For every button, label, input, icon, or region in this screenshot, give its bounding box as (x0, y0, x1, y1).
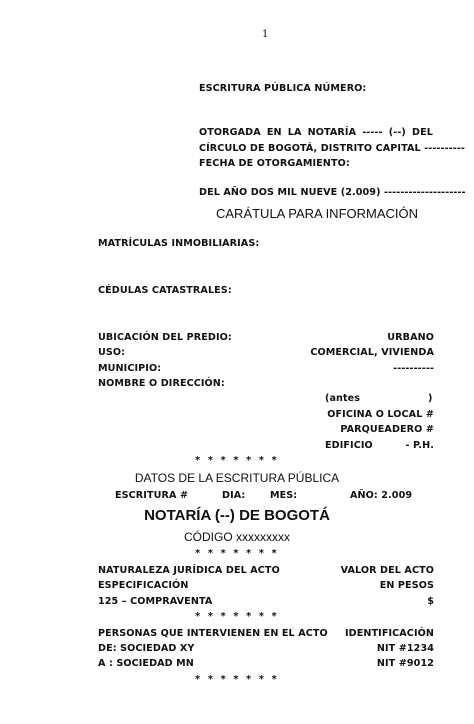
parqueadero-label: PARQUEADERO # (340, 424, 434, 435)
otorgada-word: DEL (412, 127, 433, 138)
naturaleza-label: NATURALEZA JURÍDICA DEL ACTO (98, 565, 280, 576)
anio-line: DEL AÑO DOS MIL NUEVE (2.009) -------------------- (199, 187, 466, 198)
escritura-numero-label: ESCRITURA PÚBLICA NÚMERO: (199, 83, 367, 94)
otorgada-word: OTORGADA (199, 127, 261, 138)
cedulas-label: CÉDULAS CATASTRALES: (98, 285, 232, 296)
municipio-value: ---------- (393, 363, 434, 374)
stars-divider: * * * * * * * (195, 548, 279, 559)
identificacion-label: IDENTIFICACIÓN (344, 628, 434, 639)
dia-label: DIA: (222, 490, 246, 501)
uso-label: USO: (98, 347, 126, 358)
acto-item-value: $ (427, 596, 434, 607)
de-id: NIT #1234 (376, 643, 434, 654)
pesos-label: EN PESOS (379, 580, 434, 591)
stars-divider: * * * * * * * (195, 455, 279, 466)
edificio-label: EDIFICIO (325, 440, 373, 451)
especificacion-label: ESPECIFICACIÓN (98, 580, 189, 591)
anio-label: AÑO: 2.009 (350, 490, 413, 501)
de-label: DE: SOCIEDAD XY (98, 643, 195, 654)
uso-value: COMERCIAL, VIVIENDA (310, 347, 434, 358)
ubicacion-label: UBICACIÓN DEL PREDIO: (98, 332, 232, 343)
otorgada-word: NOTARÍA (307, 127, 357, 138)
municipio-label: MUNICIPIO: (98, 363, 162, 374)
datos-title: DATOS DE LA ESCRITURA PÚBLICA (134, 471, 340, 485)
ubicacion-value: URBANO (387, 332, 434, 343)
otorgada-word: ----- (362, 127, 383, 138)
fecha-otorgamiento-label: FECHA DE OTORGAMIENTO: (199, 158, 350, 169)
a-id: NIT #9012 (376, 658, 434, 669)
antes-close: ) (428, 393, 433, 404)
ph-label: - P.H. (405, 440, 434, 451)
stars-divider: * * * * * * * (195, 674, 279, 685)
page-number: 1 (262, 29, 269, 40)
matriculas-label: MATRÍCULAS INMOBILIARIAS: (98, 238, 260, 249)
codigo-label: CÓDIGO xxxxxxxxx (183, 530, 290, 544)
personas-label: PERSONAS QUE INTERVIENEN EN EL ACTO (98, 628, 328, 639)
valor-label: VALOR DEL ACTO (340, 565, 434, 576)
antes-open: (antes (325, 393, 361, 404)
circulo-line: CÍRCULO DE BOGOTÁ, DISTRITO CAPITAL ---------- (199, 143, 465, 154)
otorgada-word: EN (266, 127, 282, 138)
acto-item: 125 – COMPRAVENTA (98, 596, 213, 607)
otorgada-word: (--) (388, 127, 406, 138)
caratula-title: CARÁTULA PARA INFORMACIÓN (216, 206, 419, 221)
stars-divider: * * * * * * * (195, 611, 279, 622)
otorgada-word: LA (287, 127, 302, 138)
oficina-label: OFICINA O LOCAL # (327, 409, 434, 420)
escritura-num-label: ESCRITURA # (115, 490, 189, 501)
notaria-title: NOTARÍA (--) DE BOGOTÁ (144, 507, 330, 524)
a-label: A : SOCIEDAD MN (98, 658, 194, 669)
nombre-direccion-label: NOMBRE O DIRECCIÓN: (98, 378, 225, 389)
mes-label: MES: (270, 490, 298, 501)
otorgada-line (199, 127, 433, 138)
